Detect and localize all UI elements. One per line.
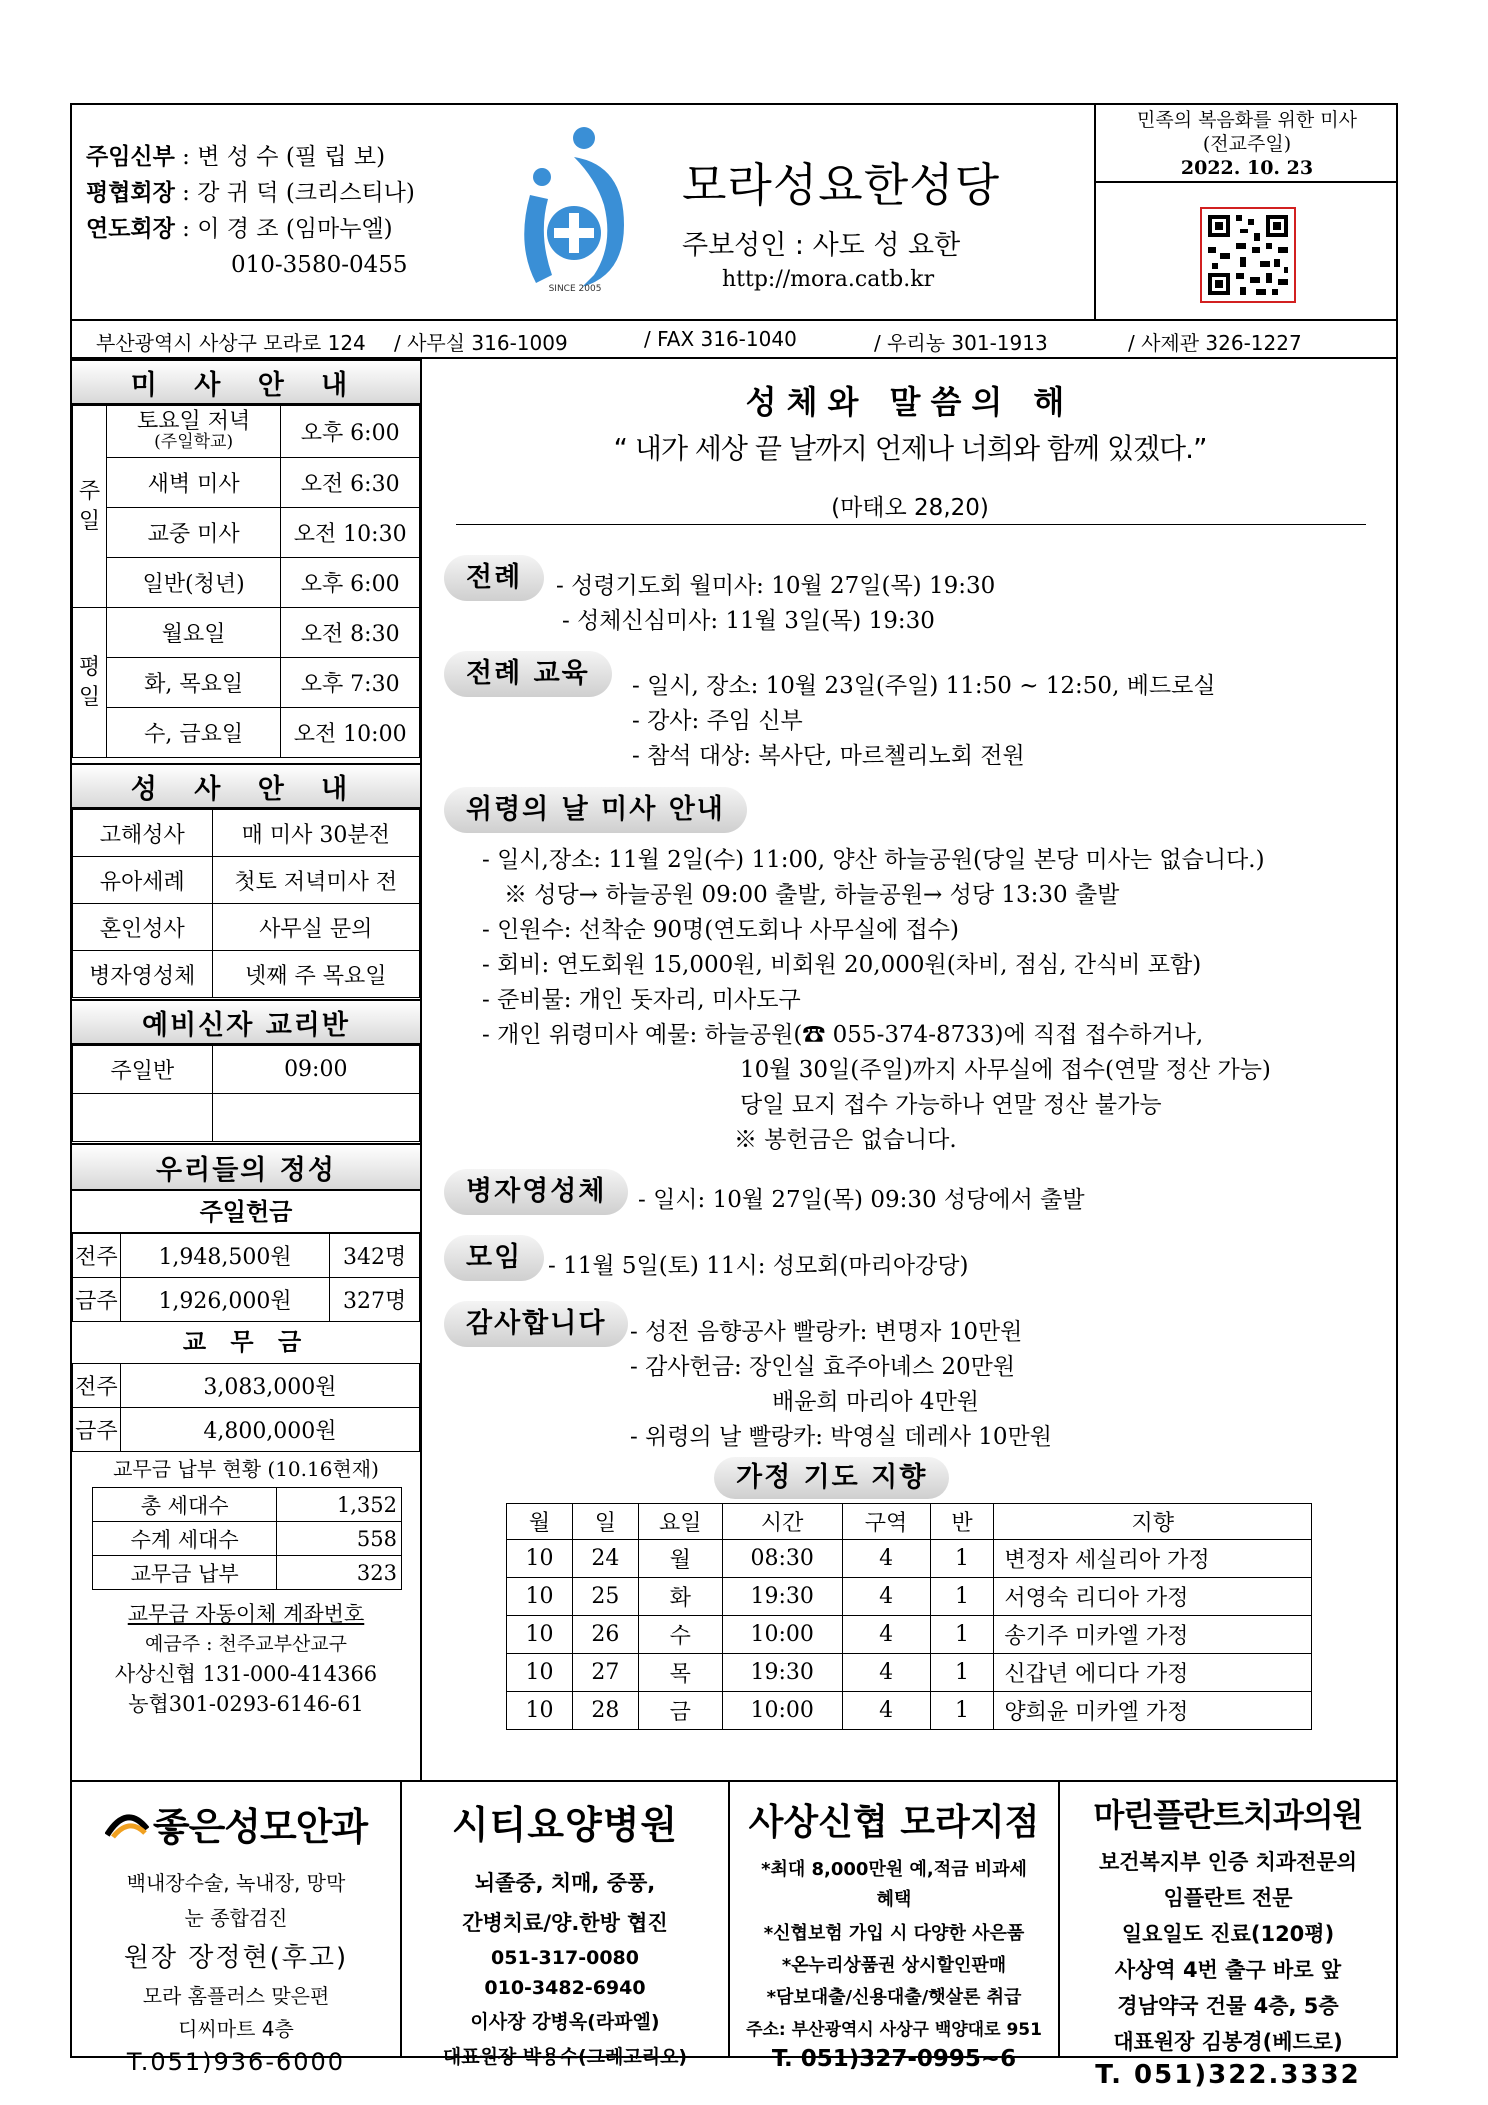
- sacrament-name: 혼인성사: [73, 904, 213, 951]
- class-time: 09:00: [212, 1046, 419, 1094]
- status-value: 323: [277, 1556, 402, 1590]
- mass-time: 오전 10:00: [281, 708, 420, 758]
- account-number: 농협301-0293-6146-61: [128, 1692, 364, 1716]
- notice-line: 당일 묘지 접수 가능하나 연말 정산 불가능: [740, 1092, 1162, 1118]
- week-label: 금주: [73, 1408, 121, 1452]
- ad-credit-union: [730, 1782, 1060, 2072]
- scripture-ref: (마태오 28,20): [831, 495, 989, 521]
- status-name: 수계 세대수: [93, 1522, 277, 1556]
- fee-status-title: 교무금 납부 현황 (10.16현재): [113, 1457, 379, 1481]
- ad-phone: T. 051)322.3332: [1095, 2060, 1361, 2090]
- status-name: 총 세대수: [93, 1488, 277, 1522]
- sick-communion-title: 병자영성체: [444, 1169, 628, 1215]
- sacrament-name: 병자영성체: [73, 951, 213, 998]
- week-label: 금주: [73, 1278, 121, 1322]
- offering-count: 327명: [330, 1278, 420, 1322]
- table-row: 10 27 목 19:30 4 1 신갑년 에디다 가정: [507, 1654, 1312, 1692]
- col-header: 구역: [842, 1504, 930, 1540]
- liturgy-title: 전례: [444, 555, 544, 601]
- notice-line: - 개인 위령미사 예물: 하늘공원(☎ 055-374-8733)에 직접 접수하거나,: [482, 1022, 1204, 1048]
- ad-line: 원장 장정현(후고): [123, 1943, 349, 1973]
- sunday-offering-title: 주일헌금: [72, 1191, 420, 1233]
- sacrament-value: 첫토 저녁미사 전: [212, 857, 419, 904]
- ad-line: 일요일도 진료(120평): [1121, 1922, 1335, 1946]
- sunday-offering-table: [72, 1233, 420, 1322]
- patron-saint: 주보성인 : 사도 성 요한: [682, 230, 961, 261]
- ad-line: 대표원장 박용수(그레고리오): [442, 2046, 688, 2068]
- staff-phone: 010-3580-0455: [231, 252, 408, 278]
- sunday-label: 주 일: [73, 406, 107, 608]
- table-row: 10 26 수 10:00 4 1 송기주 미카엘 가정: [507, 1616, 1312, 1654]
- sacrament-value: 넷째 주 목요일: [212, 951, 419, 998]
- week-label: 전주: [73, 1234, 121, 1278]
- mass-time: 오후 6:00: [281, 406, 420, 458]
- rectory-phone: / 사제관 326-1227: [1128, 331, 1302, 355]
- fee-amount: 4,800,000원: [120, 1408, 419, 1452]
- ads-bar: [70, 1780, 1398, 2090]
- ad-line: 모라 홈플러스 맞은편: [142, 1984, 330, 2008]
- ad-line: 이사장 강병옥(라파엘): [470, 2011, 660, 2033]
- mass-name: 월요일: [106, 608, 280, 658]
- mass-saturday: 토요일 저녁 (주일학교): [106, 406, 280, 458]
- ad-line: 임플란트 전문: [1163, 1886, 1293, 1910]
- notice-line: - 성전 음향공사 빨랑카: 변명자 10만원: [630, 1319, 1023, 1345]
- logo-since: SINCE 2005: [548, 284, 602, 294]
- status-name: 교무금 납부: [93, 1556, 277, 1590]
- office-phone: / 사무실 316-1009: [394, 331, 568, 355]
- mass-intention: 민족의 복음화를 위한 미사 (전교주일) 2022. 10. 23: [1096, 105, 1398, 183]
- ad-dental: [1060, 1782, 1396, 2090]
- catechumen-table: [72, 1045, 420, 1142]
- year-title: 성체와 말씀의 해: [745, 383, 1075, 421]
- notice-line: ※ 봉헌금은 없습니다.: [734, 1127, 957, 1153]
- mass-name: 새벽 미사: [106, 458, 280, 508]
- notice-line: ※ 성당→ 하늘공원 09:00 출발, 하늘공원→ 성당 13:30 출발: [504, 882, 1120, 908]
- notice-line: - 일시, 장소: 10월 23일(주일) 11:50 ~ 12:50, 베드로실: [632, 673, 1216, 699]
- notice-line: 배윤희 마리아 4만원: [772, 1389, 979, 1415]
- ad-line: 눈 종합검진: [184, 1906, 288, 1930]
- ad-line: 뇌졸중, 치매, 중풍,: [474, 1871, 656, 1895]
- staff-yeondo: 연도회장 : 이 경 조 (임마누엘): [86, 215, 393, 242]
- ad-line: 주소: 부산광역시 사상구 백양대로 951: [746, 2020, 1042, 2040]
- bulletin-date: 2022. 10. 23: [1180, 157, 1314, 179]
- qr-code-icon[interactable]: [1200, 207, 1296, 303]
- ad-phone: 051-317-0080: [491, 1947, 639, 1969]
- address: 부산광역시 사상구 모라로 124: [96, 331, 366, 355]
- bulletin-header: [70, 103, 1398, 321]
- ad-line: *신협보험 가입 시 다양한 사은품: [763, 1923, 1025, 1944]
- parish-fee-table: [72, 1363, 420, 1452]
- fax-number: / FAX 316-1040: [644, 327, 797, 351]
- notice-line: - 인원수: 선착순 90명(연도회나 사무실에 접수): [482, 917, 959, 943]
- ad-phone: T.051)936-6000: [126, 2048, 346, 2076]
- ad-line: *담보대출/신용대출/햇살론 취급: [766, 1987, 1022, 2008]
- col-header: 반: [930, 1504, 994, 1540]
- liturgy-edu-title: 전례 교육: [444, 651, 612, 697]
- notice-line: - 일시: 10월 27일(목) 09:30 성당에서 출발: [638, 1187, 1085, 1213]
- mass-time: 오후 7:30: [281, 658, 420, 708]
- left-column: [70, 359, 422, 1780]
- mass-time: 오전 6:30: [281, 458, 420, 508]
- status-value: 1,352: [277, 1488, 402, 1522]
- date-box: [1094, 105, 1398, 319]
- family-prayer-title: 가정 기도 지향: [714, 1457, 949, 1499]
- offering-amount: 1,948,500원: [120, 1234, 329, 1278]
- mass-time: 오후 6:00: [281, 558, 420, 608]
- catechumen-title: 예비신자 교리반: [72, 999, 420, 1045]
- notice-line: - 강사: 주임 신부: [632, 708, 803, 734]
- col-header: 요일: [638, 1504, 722, 1540]
- ad-eye-clinic: [72, 1782, 402, 2076]
- account-holder: 예금주 : 천주교부산교구: [144, 1633, 348, 1655]
- mass-guide-title: 미 사 안 내: [72, 359, 420, 405]
- ad-line: 대표원장 김봉경(베드로): [1113, 2030, 1343, 2054]
- notice-line: - 준비물: 개인 돗자리, 미사도구: [482, 987, 801, 1013]
- sacrament-name: 유아세례: [73, 857, 213, 904]
- address-bar: [70, 321, 1398, 359]
- offerings-title: 우리들의 정성: [72, 1143, 420, 1191]
- sacrament-value: 매 미사 30분전: [212, 810, 419, 857]
- ad-line: 간병치료/양.한방 협진: [462, 1911, 668, 1935]
- account-title: 교무금 자동이체 계좌번호: [127, 1602, 365, 1626]
- family-prayer-table: [506, 1503, 1312, 1730]
- ad-line: 백내장수술, 녹내장, 망막: [126, 1871, 346, 1895]
- class-name: 주일반: [73, 1046, 213, 1094]
- memorial-title: 위령의 날 미사 안내: [444, 787, 747, 833]
- notice-line: - 위령의 날 빨랑카: 박영실 데레사 10만원: [630, 1424, 1052, 1450]
- ad-title: 좋은성모안과: [72, 1796, 400, 1851]
- notice-line: - 감사헌금: 장인실 효주아녜스 20만원: [630, 1354, 1016, 1380]
- farm-phone: / 우리농 301-1913: [874, 331, 1048, 355]
- table-row: 10 25 화 19:30 4 1 서영숙 리디아 가정: [507, 1578, 1312, 1616]
- notice-line: - 일시,장소: 11월 2일(수) 11:00, 양산 하늘공원(당일 본당 미사는 없습니다.): [482, 847, 1265, 873]
- mass-time: 오전 10:30: [281, 508, 420, 558]
- notice-line: - 참석 대상: 복사단, 마르첼리노회 전원: [632, 743, 1025, 769]
- mass-time: 오전 8:30: [281, 608, 420, 658]
- fee-status-table: [92, 1487, 402, 1590]
- mass-name: 교중 미사: [106, 508, 280, 558]
- ad-line: *최대 8,000만원 예,적금 비과세: [761, 1859, 1027, 1880]
- notice-line: - 성체신심미사: 11월 3일(목) 19:30: [562, 608, 935, 634]
- thanks-title: 감사합니다: [444, 1301, 628, 1347]
- parish-url[interactable]: http://mora.catb.kr: [722, 267, 935, 292]
- meeting-title: 모임: [444, 1235, 544, 1281]
- col-header: 지향: [994, 1504, 1312, 1540]
- empty-cell: [212, 1094, 419, 1142]
- notice-line: 10월 30일(주일)까지 사무실에 접수(연말 정산 가능): [740, 1057, 1271, 1083]
- eye-clinic-logo-icon: [105, 1809, 149, 1839]
- col-header: 시간: [722, 1504, 842, 1540]
- sacrament-name: 고해성사: [73, 810, 213, 857]
- notice-line: - 회비: 연도회원 15,000원, 비회원 20,000원(차비, 점심, 간식비 포함): [482, 952, 1202, 978]
- mass-name: 수, 금요일: [106, 708, 280, 758]
- sacraments-title: 성 사 안 내: [72, 763, 420, 809]
- ad-line: 사상역 4번 출구 바로 앞: [1114, 1958, 1342, 1982]
- notice-line: - 11월 5일(토) 11시: 성모회(마리아강당): [548, 1253, 969, 1279]
- col-header: 월: [507, 1504, 573, 1540]
- week-label: 전주: [73, 1364, 121, 1408]
- staff-council: 평협회장 : 강 귀 덕 (크리스티나): [86, 179, 415, 206]
- ad-title: 시티요양병원: [451, 1803, 679, 1847]
- ad-line: 보건복지부 인증 치과전문의: [1098, 1850, 1358, 1874]
- table-row: 10 24 월 08:30 4 1 변정자 세실리아 가정: [507, 1540, 1312, 1578]
- offering-count: 342명: [330, 1234, 420, 1278]
- ad-line: 경남약국 건물 4층, 5층: [1117, 1994, 1339, 2018]
- empty-cell: [73, 1094, 213, 1142]
- offering-amount: 1,926,000원: [120, 1278, 329, 1322]
- staff-list: [86, 139, 415, 283]
- mass-name: 일반(청년): [106, 558, 280, 608]
- sacrament-value: 사무실 문의: [212, 904, 419, 951]
- parish-name: 모라성요한성당: [682, 158, 1001, 212]
- ad-hospital: [402, 1782, 730, 2068]
- weekday-label: 평 일: [73, 608, 107, 758]
- scripture-quote: “ 내가 세상 끝 날까지 언제나 너희와 함께 있겠다.”: [613, 432, 1207, 465]
- ad-title: 사상신협 모라지점: [748, 1802, 1040, 1843]
- status-value: 558: [277, 1522, 402, 1556]
- staff-pastor: 주임신부 : 변 성 수 (필 립 보): [86, 143, 386, 170]
- ad-line: 혜택: [876, 1889, 912, 1910]
- ad-title: 마린플란트치과의원: [1093, 1796, 1363, 1834]
- parish-fee-title: 교 무 금: [182, 1328, 310, 1356]
- main-column: [422, 359, 1398, 1780]
- ad-phone: 010-3482-6940: [484, 1977, 646, 1999]
- ad-line: 디씨마트 4층: [178, 2017, 294, 2041]
- divider: [456, 524, 1366, 525]
- sacraments-table: [72, 809, 420, 998]
- parish-logo-icon: [512, 125, 642, 295]
- ad-phone: T. 051)327-0995~6: [771, 2046, 1017, 2072]
- account-info: [72, 1599, 420, 1719]
- ad-line: *온누리상품권 상시할인판매: [781, 1955, 1007, 1976]
- col-header: 일: [572, 1504, 638, 1540]
- mass-schedule-table: [72, 405, 420, 758]
- table-row: 10 28 금 10:00 4 1 양희윤 미카엘 가정: [507, 1692, 1312, 1730]
- notice-line: - 성령기도회 월미사: 10월 27일(목) 19:30: [556, 573, 996, 599]
- fee-amount: 3,083,000원: [120, 1364, 419, 1408]
- account-number: 사상신협 131-000-414366: [114, 1662, 378, 1686]
- mass-name: 화, 목요일: [106, 658, 280, 708]
